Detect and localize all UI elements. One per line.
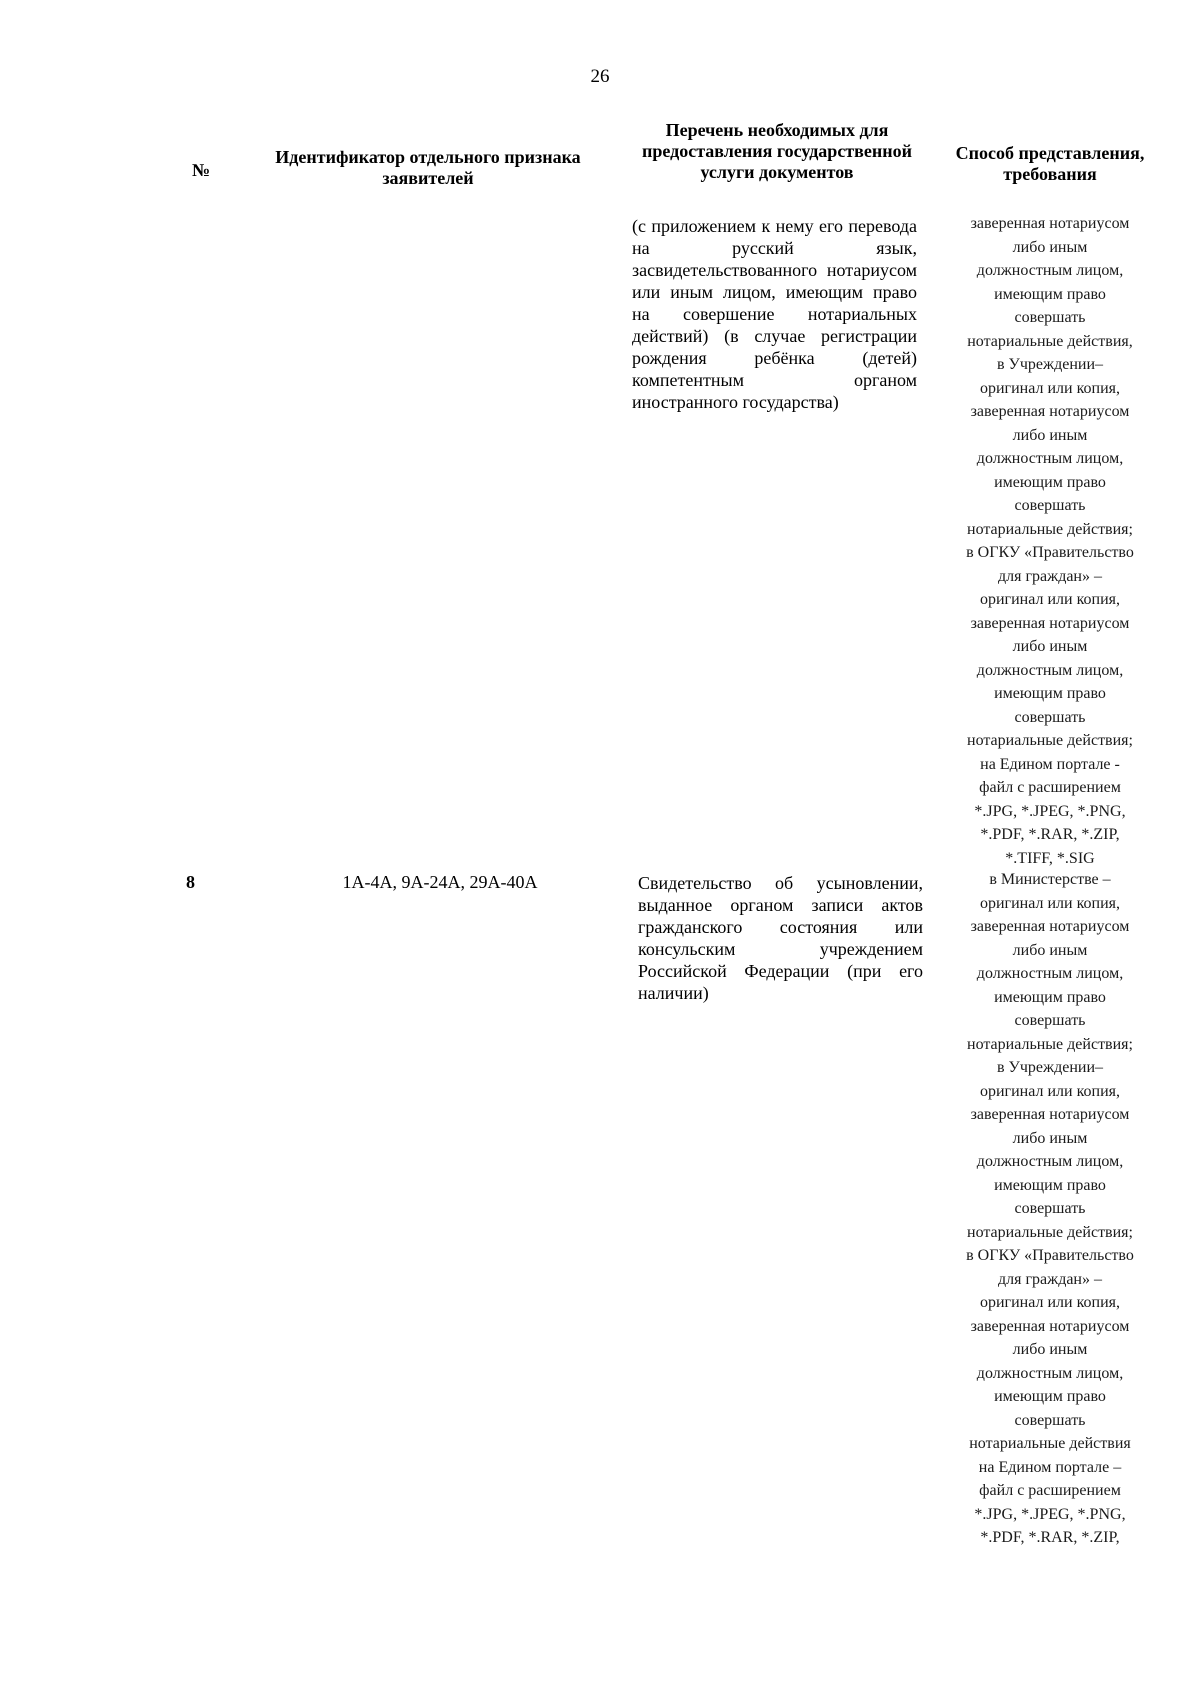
method-line: для граждан» – (997, 1270, 1102, 1288)
method-line: *.PDF, *.RAR, *.ZIP, (980, 826, 1120, 843)
method-line: в Учреждении– (996, 356, 1103, 373)
method-line: нотариальные действия, (967, 332, 1133, 350)
row-8-documents-cell (638, 872, 923, 1004)
continuation-method-cell (930, 212, 1170, 870)
header-number: № (191, 160, 211, 180)
method-line: нотариальные действия; (967, 1223, 1133, 1241)
row-8-number: 8 (186, 872, 195, 892)
method-line: должностным лицом, (976, 1153, 1124, 1170)
method-line: оригинал или копия, (979, 894, 1121, 912)
method-line: в ОГКУ «Правительство (966, 1247, 1134, 1264)
method-line: нотариальные действия (969, 1435, 1131, 1452)
method-line: либо иным (1012, 941, 1088, 959)
method-line: файл с расширением (979, 1482, 1121, 1499)
method-line: заверенная нотариусом (970, 215, 1130, 232)
method-line: либо иным (1012, 638, 1088, 655)
method-line: либо иным (1012, 1341, 1088, 1358)
method-line: совершать (1014, 1200, 1086, 1217)
method-line: нотариальные действия; (967, 1035, 1133, 1053)
method-line: *.TIFF, *.SIG (1005, 849, 1095, 867)
page-number: 26 (590, 66, 610, 87)
method-line: должностным лицом, (976, 965, 1124, 982)
method-line: в ОГКУ «Правительство (966, 544, 1134, 561)
header-documents: Перечень необходимых для предоставления государственной услуги документов (642, 120, 912, 182)
method-line: заверенная нотариусом (970, 614, 1130, 632)
row-8-documents-text: Свидетельство об усыновлении, выданное органом записи актов гражданского состояния или консульским учреждением Российской Федерации (при его наличии) (638, 873, 923, 1003)
method-line: на Едином портале – (978, 1458, 1122, 1476)
method-line: имеющим право (994, 1388, 1106, 1405)
method-line: либо иным (1012, 1129, 1088, 1147)
method-line: совершать (1014, 309, 1086, 326)
method-line: оригинал или копия, (979, 379, 1121, 397)
method-line: *.JPG, *.JPEG, *.PNG, (974, 1505, 1126, 1523)
method-line: нотариальные действия; (967, 732, 1133, 749)
method-line: для граждан» – (997, 567, 1102, 585)
method-line: совершать (1014, 497, 1086, 514)
method-line: заверенная нотариусом (970, 918, 1130, 935)
method-line: на Едином портале - (980, 755, 1120, 773)
method-line: либо иным (1012, 426, 1088, 444)
method-line: файл с расширением (979, 779, 1121, 796)
method-line: должностным лицом, (976, 661, 1124, 679)
method-line: заверенная нотариусом (970, 1317, 1130, 1335)
method-line: оригинал или копия, (979, 1294, 1121, 1311)
continuation-documents-cell (632, 215, 917, 413)
row-8-identifier: 1А-4А, 9А-24А, 29А-40А (342, 872, 538, 892)
method-line: в Учреждении– (996, 1059, 1103, 1076)
continuation-documents-text: (с приложением к нему его перевода на русский язык, засвидетельствованного нотариусом или иным лицом, имеющим право на совершение нотариальных действий) (в случае регистрации рождения ребёнка (детей) компетентным органом иностранного государства) (632, 216, 917, 412)
method-line: имеющим право (994, 988, 1106, 1006)
method-line: имеющим право (994, 473, 1106, 491)
method-line: имеющим право (994, 685, 1106, 702)
method-line: оригинал или копия, (979, 1082, 1121, 1100)
method-line: *.PDF, *.RAR, *.ZIP, (980, 1529, 1120, 1546)
row-8-method-cell (930, 868, 1170, 1550)
header-identifier: Идентификатор отдельного признака заявителей (275, 147, 581, 188)
method-line: *.JPG, *.JPEG, *.PNG, (974, 802, 1126, 820)
method-line: имеющим право (994, 285, 1106, 303)
method-line: должностным лицом, (976, 1364, 1124, 1382)
method-line: оригинал или копия, (979, 591, 1121, 608)
method-line: имеющим право (994, 1176, 1106, 1194)
method-line: либо иным (1012, 238, 1088, 256)
method-line: в Министерстве – (989, 871, 1111, 888)
method-line: заверенная нотариусом (970, 403, 1130, 420)
method-line: должностным лицом, (976, 262, 1124, 279)
header-method: Способ представления, требования (955, 143, 1145, 184)
method-line: должностным лицом, (976, 450, 1124, 467)
method-line: совершать (1014, 1012, 1086, 1029)
method-line: совершать (1014, 708, 1086, 726)
method-line: совершать (1014, 1411, 1086, 1429)
method-line: заверенная нотариусом (970, 1106, 1130, 1123)
method-line: нотариальные действия; (967, 520, 1133, 538)
